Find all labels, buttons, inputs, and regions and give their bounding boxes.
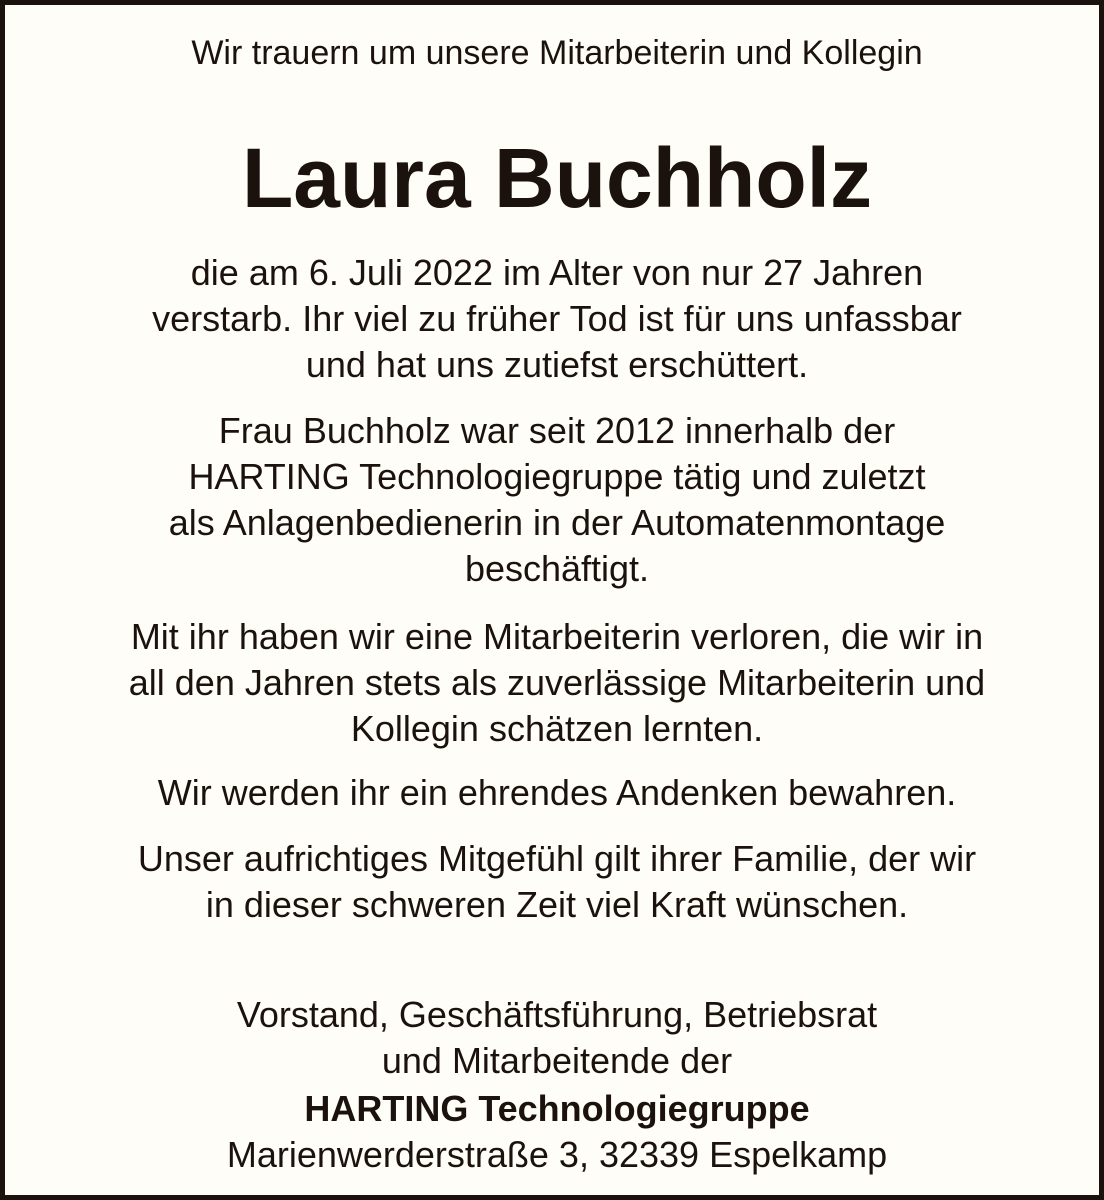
paragraph-line: und hat uns zutiefst erschüttert. bbox=[305, 344, 809, 385]
paragraph-line: in dieser schweren Zeit viel Kraft wünschen. bbox=[205, 884, 909, 925]
organization-name: HARTING Technologiegruppe bbox=[304, 1088, 810, 1129]
deceased-name: Laura Buchholz bbox=[241, 131, 873, 225]
paragraph-line: Mit ihr haben wir eine Mitarbeiterin verloren, die wir in bbox=[130, 616, 984, 657]
signature-line: Vorstand, Geschäftsführung, Betriebsrat bbox=[236, 994, 878, 1035]
organization-address: Marienwerderstraße 3, 32339 Espelkamp bbox=[226, 1134, 888, 1175]
notice-intro: Wir trauern um unsere Mitarbeiterin und Kollegin bbox=[191, 34, 923, 72]
paragraph-line: Kollegin schätzen lernten. bbox=[350, 708, 764, 749]
paragraph-line: die am 6. Juli 2022 im Alter von nur 27 Jahren bbox=[190, 252, 924, 293]
signature-line: und Mitarbeitende der bbox=[381, 1040, 733, 1081]
paragraph-line: verstarb. Ihr viel zu früher Tod ist für uns unfassbar bbox=[152, 298, 962, 339]
honoring-memory-line: Wir werden ihr ein ehrendes Andenken bewahren. bbox=[157, 772, 957, 813]
paragraph-line: Frau Buchholz war seit 2012 innerhalb der bbox=[218, 410, 896, 451]
paragraph-line: Unser aufrichtiges Mitgefühl gilt ihrer Familie, der wir bbox=[137, 838, 977, 879]
paragraph-line: all den Jahren stets als zuverlässige Mitarbeiterin und bbox=[128, 662, 986, 703]
paragraph-line: beschäftigt. bbox=[464, 548, 650, 589]
paragraph-line: HARTING Technologiegruppe tätig und zuletzt bbox=[188, 456, 926, 497]
paragraph-line: als Anlagenbedienerin in der Automatenmontage bbox=[168, 502, 946, 543]
